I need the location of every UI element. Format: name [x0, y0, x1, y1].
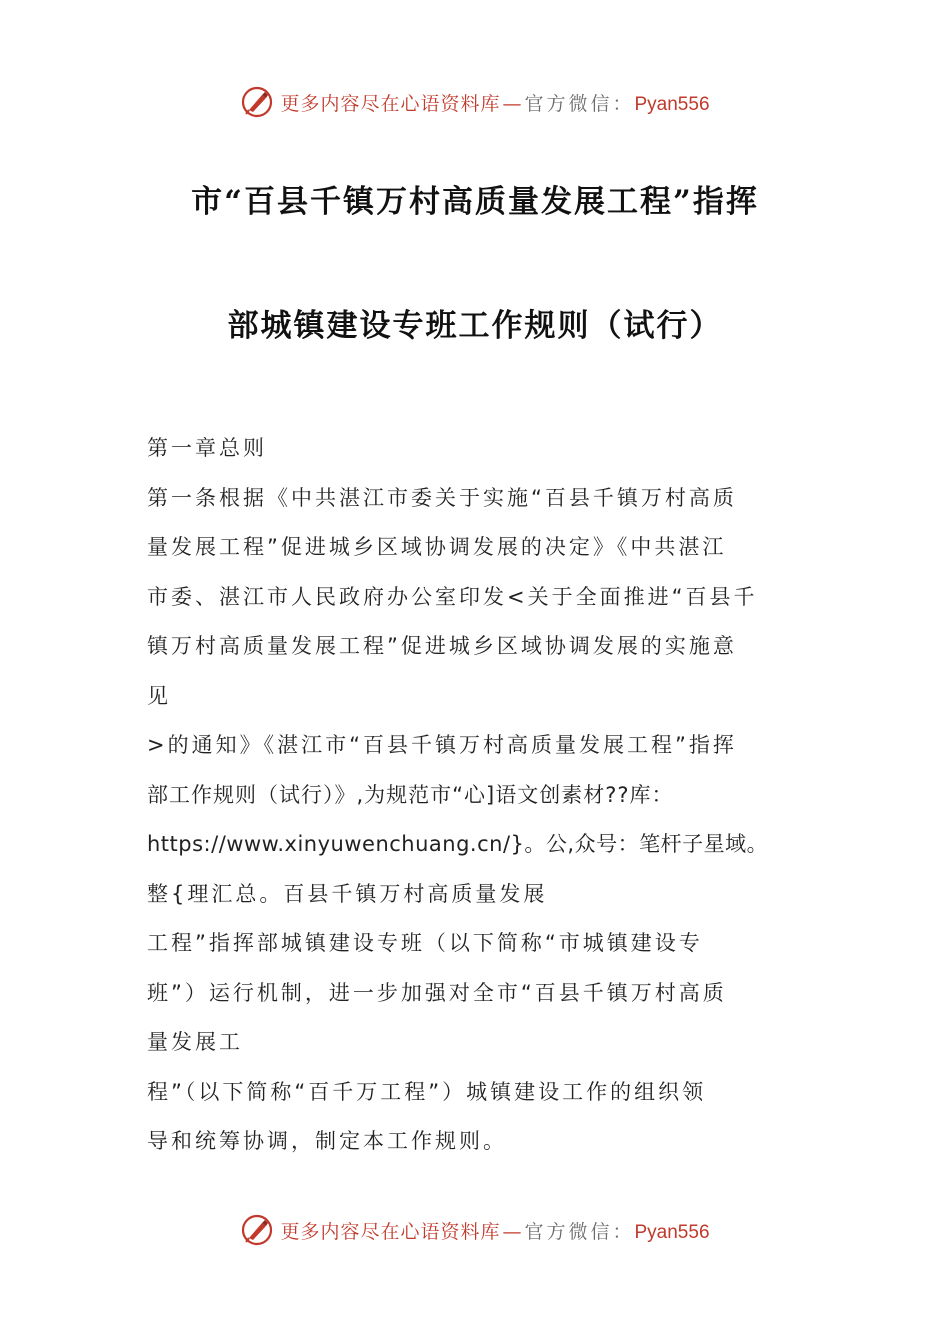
header-watermark-banner [0, 82, 950, 122]
body-line: 部工作规则（试行）》,为规范市“心]语文创素材??库： [147, 782, 674, 807]
body-line: 镇万村高质量发展工程”促进城乡区域协调发展的实施意 [147, 634, 737, 658]
banner-wechat-id: Pyan556 [634, 1221, 710, 1243]
banner-official-label: 官方微信： [524, 92, 635, 115]
body-line: 程”（以下简称“百千万工程”）城镇建设工作的组织领 [147, 1079, 707, 1104]
banner-text [280, 1217, 709, 1244]
banner-dash: — [502, 92, 523, 115]
body-line: 班”）运行机制，进一步加强对全市“百县千镇万村高质 [147, 980, 727, 1005]
banner-text [280, 89, 709, 116]
document-title-line-1: 市“百县千镇万村高质量发展工程”指挥 [191, 184, 759, 220]
banner-wechat-id: Pyan556 [634, 93, 710, 115]
body-line: 工程”指挥部城镇建设专班（以下简称“市城镇建设专 [147, 931, 703, 955]
body-line: 市委、湛江市人民政府办公室印发<关于全面推进“百县千 [147, 584, 758, 609]
body-line: >的通知》《湛江市“百县千镇万村高质量发展工程”指挥 [147, 733, 737, 757]
document-title-line-2: 部城镇建设专班工作规则（试行） [227, 308, 723, 344]
banner-dash: — [502, 1220, 523, 1243]
body-line-url: https://www.xinyuwenchuang.cn/}。公,众号：笔杆子星域。 [147, 832, 769, 856]
body-line: 导和统筹协调，制定本工作规则。 [147, 1129, 507, 1153]
banner-official-label: 官方微信： [524, 1220, 635, 1243]
body-line: 整{理汇总。百县千镇万村高质量发展 [147, 881, 548, 906]
banner-main-text: 更多内容尽在心语资料库 [280, 1220, 501, 1243]
fountain-pen-circle-icon [240, 1213, 274, 1247]
body-line: 量发展工程”促进城乡区域协调发展的决定》《中共湛江 [147, 535, 727, 559]
banner-main-text: 更多内容尽在心语资料库 [280, 92, 501, 115]
body-line: 第一条根据《中共湛江市委关于实施“百县千镇万村高质 [147, 485, 737, 510]
body-line: 第一章总则 [147, 436, 267, 460]
footer-watermark-banner [0, 1210, 950, 1250]
document-body [147, 428, 812, 1171]
body-line: 见 [147, 683, 171, 708]
body-line: 量发展工 [147, 1030, 243, 1054]
fountain-pen-circle-icon [240, 85, 274, 119]
